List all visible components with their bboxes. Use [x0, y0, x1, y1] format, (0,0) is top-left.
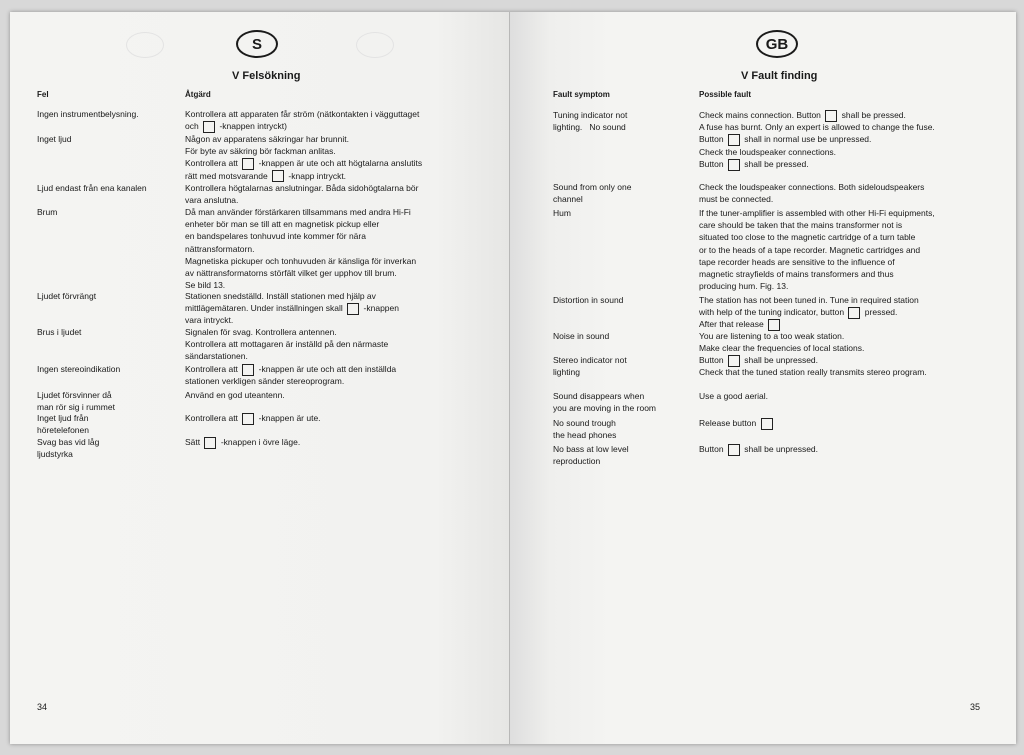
- fault-remedy-line: After that release: [699, 318, 782, 331]
- fault-remedy-line: or to the heads of a tape recorder. Magnetic cartridges and: [699, 244, 921, 255]
- fault-remedy-line: Button shall be unpressed.: [699, 444, 819, 454]
- column-header-fault: Fault symptom: [553, 90, 610, 99]
- button-symbol-icon: [242, 413, 254, 425]
- fault-remedy-line: vara intryckt.: [185, 315, 234, 326]
- fault-remedy-line: situated too close to the magnetic cartridge of a turn table: [699, 232, 916, 243]
- fault-remedy-line: Check that the tuned station really transmits stereo program.: [699, 367, 927, 378]
- page-number: 34: [37, 702, 48, 712]
- fault-remedy-line: stationen verkligen sänder stereoprogram.: [185, 376, 345, 387]
- fault-remedy-line: enheter bör man se till att en magnetisk pickup eller: [185, 219, 380, 230]
- button-symbol-icon: [242, 158, 254, 170]
- fault-remedy-line: Check mains connection. Button shall be pressed.: [699, 110, 906, 120]
- fault-symptom: Ljudet försvinner då man rör sig i rummet: [37, 390, 115, 413]
- button-symbol-icon: [825, 110, 837, 122]
- language-badge-english: GB: [756, 30, 798, 58]
- page-34: [10, 12, 510, 744]
- fault-symptom: Distortion in sound: [553, 295, 624, 305]
- fault-remedy-line: Check the loudspeaker connections. Both sideloudspeakers: [699, 182, 925, 192]
- fault-symptom: Ljud endast från ena kanalen: [37, 183, 147, 193]
- fault-symptom: Hum: [553, 208, 571, 218]
- button-symbol-icon: [728, 134, 740, 146]
- fault-symptom: Ingen instrumentbelysning.: [37, 109, 139, 119]
- fault-remedy-line: en bandspelares tonhuvud inte kommer för nära: [185, 231, 366, 242]
- language-badge-swedish: S: [236, 30, 278, 58]
- page-35: [510, 12, 1016, 744]
- button-symbol-icon: [242, 364, 254, 376]
- fault-remedy-line: För byte av säkring bör fackman anlitas.: [185, 146, 336, 157]
- button-symbol-icon: [347, 303, 359, 315]
- button-symbol-icon: [728, 159, 740, 171]
- fault-remedy-line: Se bild 13.: [185, 280, 226, 291]
- fault-symptom: Noise in sound: [553, 331, 610, 341]
- fault-symptom: Stereo indicator not lighting: [553, 355, 627, 378]
- fault-remedy-line: Release button: [699, 417, 775, 430]
- section-title: V Felsökning: [232, 70, 301, 82]
- faint-badge-ghost: [126, 32, 164, 58]
- fault-symptom: Ljudet förvrängt: [37, 291, 97, 301]
- fault-symptom: Sound from only one channel: [553, 182, 632, 205]
- fault-remedy-line: Check the loudspeaker connections.: [699, 146, 837, 157]
- fault-remedy-line: care should be taken that the mains transformer not is: [699, 220, 903, 231]
- fault-remedy-line: Använd en god uteantenn.: [185, 390, 285, 400]
- fault-remedy-line: A fuse has burnt. Only an expert is allowed to change the fuse.: [699, 122, 935, 133]
- fault-remedy-line: Stationen snedställd. Inställ stationen med hjälp av: [185, 291, 376, 301]
- fault-remedy-line: Sätt -knappen i övre läge.: [185, 437, 301, 447]
- fault-remedy-line: rätt med motsvarande -knapp intryckt.: [185, 170, 347, 181]
- fault-remedy-line: Kontrollera att -knappen är ute och att högtalarna anslutits: [185, 158, 423, 169]
- fault-symptom: No sound trough the head phones: [553, 418, 617, 441]
- column-header-fault: Fel: [37, 90, 49, 99]
- fault-remedy-line: Kontrollera att -knappen är ute.: [185, 413, 321, 423]
- fault-symptom: Tuning indicator not lighting. No sound: [553, 110, 628, 133]
- fault-remedy-line: magnetic strayfields of mains transformers and thus: [699, 269, 894, 279]
- fault-remedy-line: You are listening to a too weak station.: [699, 331, 845, 341]
- fault-remedy-line: Kontrollera att mottagaren är inställd på den närmaste: [185, 339, 389, 350]
- column-header-action: Åtgärd: [185, 90, 211, 99]
- button-symbol-icon: [728, 444, 740, 456]
- fault-remedy-line: Magnetiska pickuper och tonhuvuden är känsliga för inverkan: [185, 255, 417, 266]
- fault-remedy-line: Button shall be pressed.: [699, 158, 809, 169]
- fault-remedy-line: Någon av apparatens säkringar har brunnit.: [185, 134, 349, 144]
- button-symbol-icon: [203, 121, 215, 133]
- button-symbol-icon: [761, 418, 773, 430]
- button-symbol-icon: [272, 170, 284, 182]
- section-title: V Fault finding: [741, 70, 818, 82]
- column-header-action: Possible fault: [699, 90, 752, 99]
- fault-symptom: Brum: [37, 207, 58, 217]
- page-number: 35: [970, 702, 981, 712]
- fault-remedy-line: Make clear the frequencies of local stations.: [699, 343, 865, 354]
- booklet-spread: [10, 12, 1016, 744]
- fault-symptom: Inget ljud: [37, 134, 72, 144]
- fault-remedy-line: mittlägemätaren. Under inställningen skall -knappen: [185, 303, 399, 314]
- fault-remedy-line: Signalen för svag. Kontrollera antennen.: [185, 327, 337, 337]
- fault-remedy-line: Use a good aerial.: [699, 391, 768, 401]
- fault-remedy-line: The station has not been tuned in. Tune in required station: [699, 295, 919, 305]
- fault-symptom: Sound disappears when you are moving in the room: [553, 391, 656, 414]
- fault-remedy-line: nättransformatorn.: [185, 243, 255, 254]
- faint-badge-ghost: [356, 32, 394, 58]
- fault-remedy-line: Button shall in normal use be unpressed.: [699, 134, 872, 145]
- fault-remedy-line: must be connected.: [699, 194, 774, 205]
- fault-remedy-line: Kontrollera högtalarnas anslutningar. Båda sidohögtalarna bör: [185, 183, 419, 193]
- button-symbol-icon: [848, 307, 860, 319]
- fault-remedy-line: och -knappen intryckt): [185, 121, 287, 132]
- fault-remedy-line: Kontrollera att apparaten får ström (nätkontakten i vägguttaget: [185, 109, 420, 119]
- fault-remedy-line: Button shall be unpressed.: [699, 355, 819, 365]
- fault-symptom: No bass at low level reproduction: [553, 444, 629, 467]
- fault-remedy-line: producing hum. Fig. 13.: [699, 281, 789, 292]
- fault-remedy-line: Då man använder förstärkaren tillsammans med andra Hi-Fi: [185, 207, 411, 217]
- fault-remedy-line: Kontrollera att -knappen är ute och att den inställda: [185, 364, 397, 374]
- fault-remedy-line: av nättransformatorns störfält vilket ger upphov till brum.: [185, 268, 397, 278]
- fault-remedy-line: If the tuner-amplifier is assembled with other Hi-Fi equipments,: [699, 208, 935, 218]
- fault-symptom: Svag bas vid låg ljudstyrka: [37, 437, 100, 460]
- fault-remedy-line: with help of the tuning indicator, button pressed.: [699, 307, 898, 318]
- fault-remedy-line: tape recorder heads are sensitive to the influence of: [699, 256, 895, 267]
- fault-symptom: Inget ljud från höretelefonen: [37, 413, 89, 436]
- button-symbol-icon: [204, 437, 216, 449]
- fault-remedy-line: vara anslutna.: [185, 195, 239, 206]
- button-symbol-icon: [728, 355, 740, 367]
- fault-remedy-line: sändarstationen.: [185, 351, 248, 362]
- fault-symptom: Ingen stereoindikation: [37, 364, 121, 374]
- fault-symptom: Brus i ljudet: [37, 327, 82, 337]
